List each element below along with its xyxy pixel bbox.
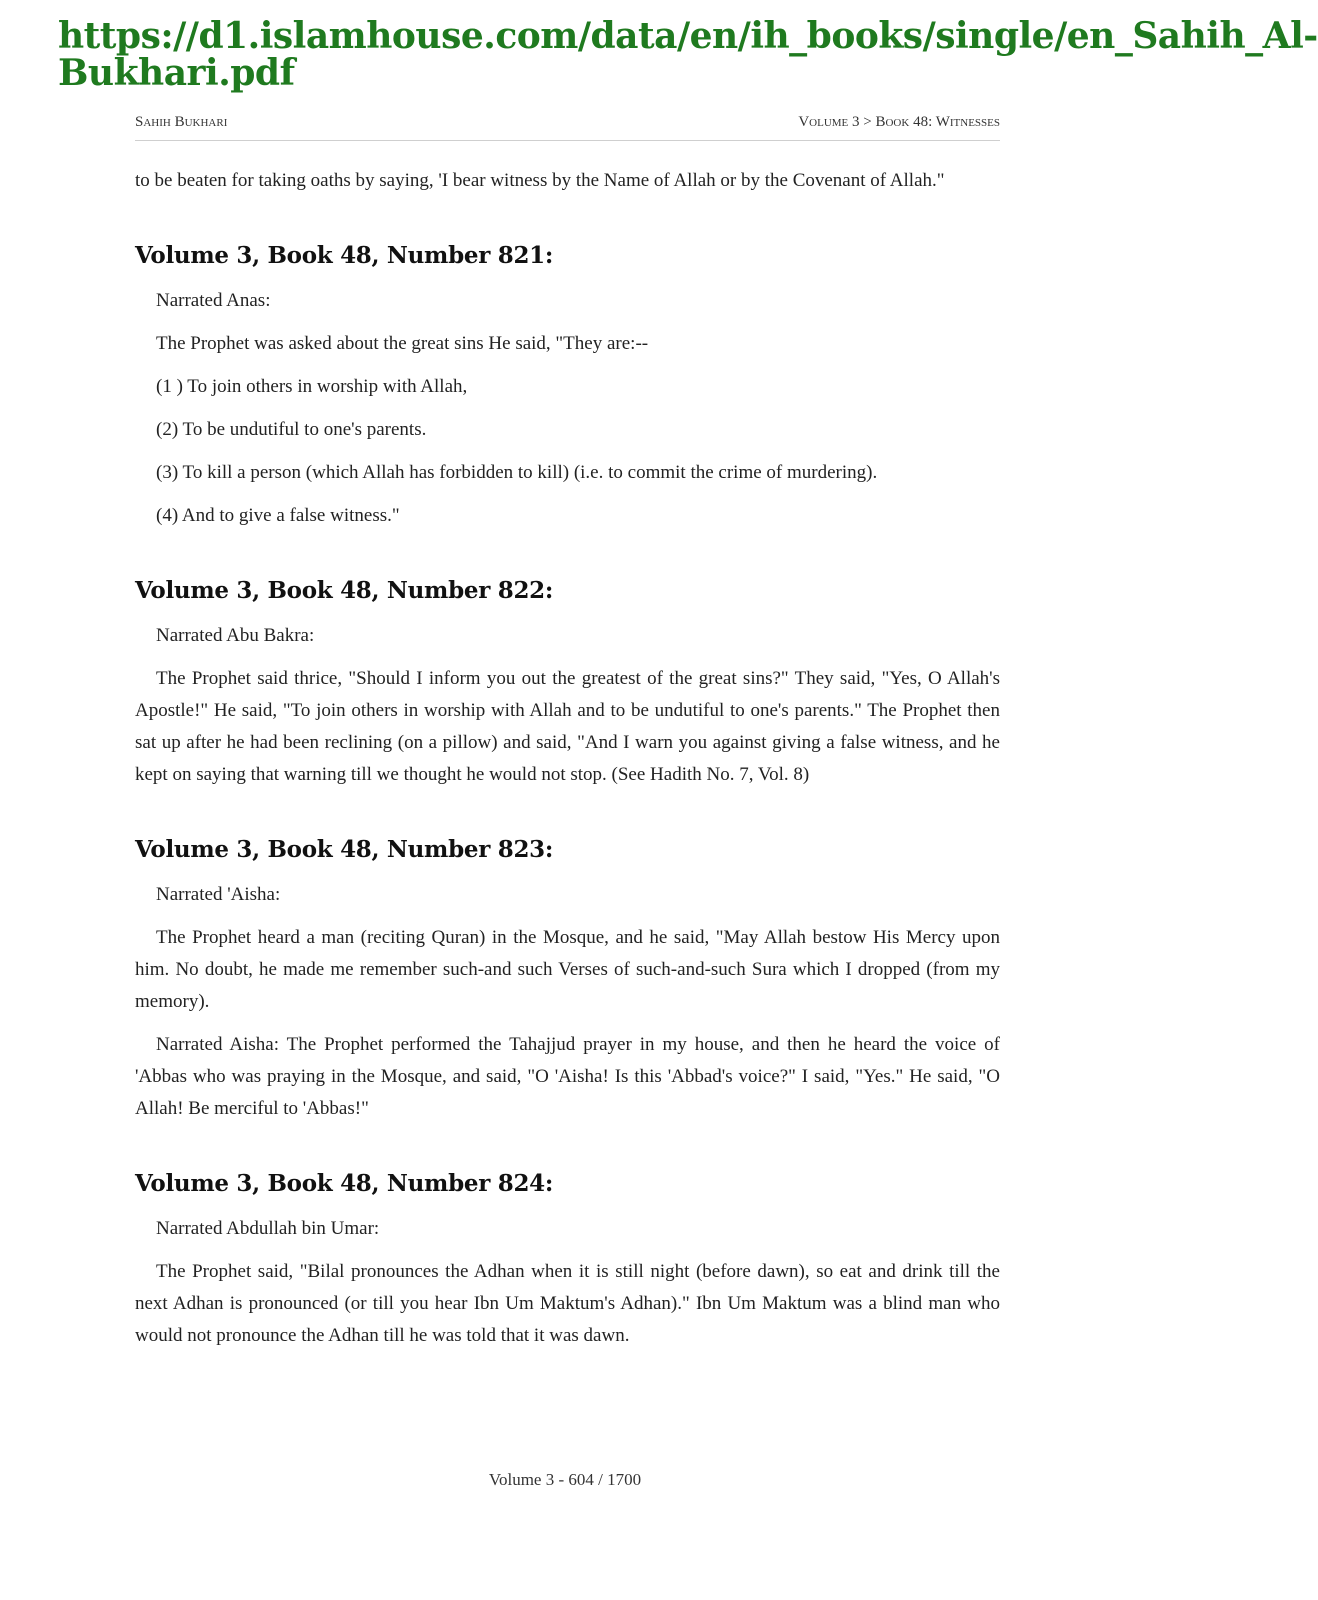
hadith-821-text: The Prophet was asked about the great sins He said, "They are:-- bbox=[156, 333, 649, 354]
hadith-822-text: The Prophet said thrice, "Should I inform you out the greatest of the great sins?" They said, "Yes, O Allah's Apostle!" He said, "To join others in worship with Allah and to be undutiful to one's parents." The Prophet then sat up after he had been reclining (on a pillow) and said, "And I warn you against giving a false witness, and he kept on saying that warning till we thought he would not stop. (See Hadith No. 7, Vol. 8) bbox=[135, 668, 1000, 785]
hadith-821-heading: Volume 3, Book 48, Number 821: bbox=[135, 242, 554, 269]
hadith-823-heading: Volume 3, Book 48, Number 823: bbox=[135, 836, 554, 863]
hadith-822-narrator: Narrated Abu Bakra: bbox=[156, 625, 315, 646]
hadith-822-heading: Volume 3, Book 48, Number 822: bbox=[135, 577, 554, 604]
hadith-824-text: The Prophet said, "Bilal pronounces the Adhan when it is still night (before dawn), so eat and drink till the next Adhan is pronounced (or till you hear Ibn Um Maktum's Adhan)." Ibn Um Maktum was a blind man who would not pronounce the Adhan till he was told that it was dawn. bbox=[135, 1261, 1000, 1346]
hadith-824-narrator: Narrated Abdullah bin Umar: bbox=[156, 1218, 380, 1239]
running-header bbox=[135, 112, 1000, 141]
continuation-paragraph: to be beaten for taking oaths by saying, 'I bear witness by the Name of Allah or by the Covenant of Allah." bbox=[135, 170, 945, 191]
hadith-821-item-1: (1 ) To join others in worship with Allah, bbox=[156, 376, 468, 397]
page-number-footer: Volume 3 - 604 / 1700 bbox=[488, 1470, 642, 1489]
hadith-821-item-4: (4) And to give a false witness." bbox=[156, 505, 400, 526]
source-url[interactable]: https://d1.islamhouse.com/data/en/ih_books/single/en_Sahih_Al-Bukhari.pdf bbox=[58, 15, 1318, 94]
hadith-821-item-3: (3) To kill a person (which Allah has forbidden to kill) (i.e. to commit the crime of murdering). bbox=[156, 462, 878, 483]
hadith-823-text: The Prophet heard a man (reciting Quran) in the Mosque, and he said, "May Allah bestow His Mercy upon him. No doubt, he made me remember such-and such Verses of such-and-such Sura which I dropped (from my memory). bbox=[135, 927, 1000, 1012]
header-section: Volume 3 > Book 48: Witnesses bbox=[798, 114, 1000, 130]
hadith-823-narrator: Narrated 'Aisha: bbox=[156, 884, 281, 905]
hadith-821-item-2: (2) To be undutiful to one's parents. bbox=[156, 419, 427, 440]
hadith-821-narrator: Narrated Anas: bbox=[156, 290, 271, 311]
hadith-823-text-2: Narrated Aisha: The Prophet performed the Tahajjud prayer in my house, and then he heard the voice of 'Abbas who was praying in the Mosque, and said, "O 'Aisha! Is this 'Abbad's voice?" I said, "Yes." He said, "O Allah! Be merciful to 'Abbas!" bbox=[135, 1034, 1000, 1119]
hadith-824-heading: Volume 3, Book 48, Number 824: bbox=[135, 1170, 554, 1197]
header-book-title: Sahih Bukhari bbox=[135, 114, 228, 130]
page-content bbox=[135, 165, 1000, 1363]
